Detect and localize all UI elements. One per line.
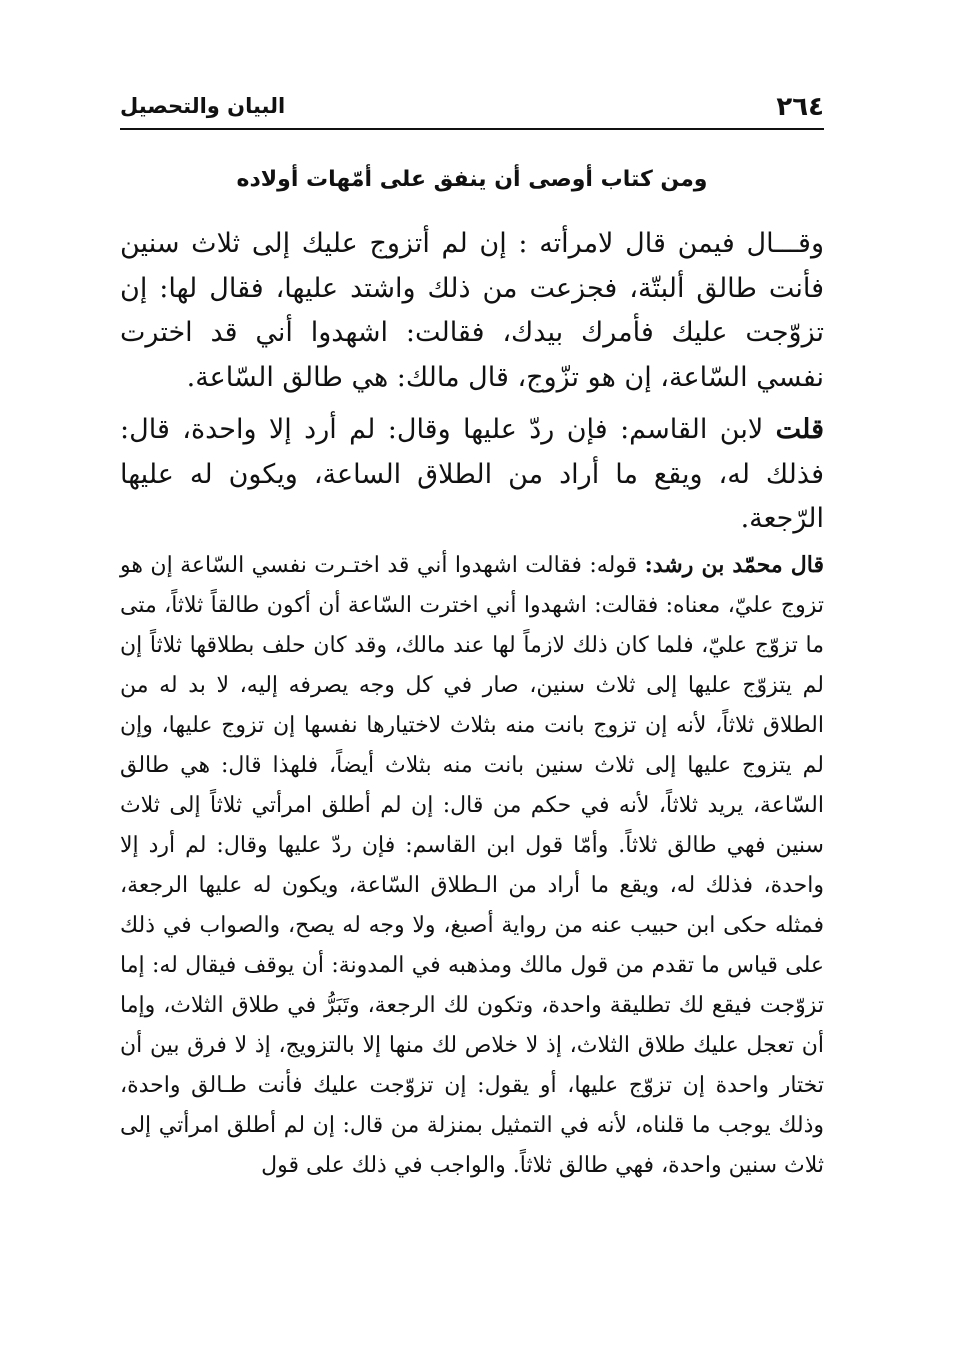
paragraph-1 (120, 222, 824, 400)
paragraph-2-lead: قلت (775, 414, 824, 445)
section-heading: ومن كتاب أوصى أن ينفق على أمّهات أولاده (236, 167, 708, 192)
paragraph-3 (120, 545, 824, 1186)
paragraph-3-lead: قال محمّد بن رشد: (644, 552, 824, 578)
paragraph-2-text: لابن القاسم: فإن ردّ عليها وقال: لم أرد إلا واحدة، قال: فذلك له، ويقع ما أراد من الطلاق الساعة، ويكون له عليها الرّجعة. (120, 414, 824, 534)
page-number: ٢٦٤ (776, 92, 824, 122)
running-header (120, 88, 824, 130)
paragraph-1-text: وقـــال فيمن قال لامرأته : إن لم أتزوج عليك إلى ثلاث سنين فأنت طالق ألبتّة، فجزعت من ذلك واشتد عليها، فقال لها: إن تزوّجت عليك فأمرك بيدك، فقالت: اشهدوا أني قد اخترت نفسي السّاعة، إن هو تزّوج، قال مالك: هي طالق السّاعة. (120, 228, 824, 393)
paragraph-3-text: قوله: فقالت اشهدوا أني قد اختـرت نفسي السّاعة إن هو تزوج عليّ، معناه: فقالت: اشهدوا أني اخترت السّاعة أن أكون طالقاً ثلاثاً، متى ما تزوّج عليّ، فلما كان ذلك لازماً لها عند مالك، وقد كان حلف بطلاقها ثلاثاً إن لم يتزوّج عليها إلى ثلاث سنين، صار في كل وجه يصرفه إليه، لا بد له من الطلاق ثلاثاً، لأنه إن تزوج بانت منه بثلاث لاختيارها نفسها إن تزوج عليها، وإن لم يتزوج عليها إلى ثلاث سنين بانت منه بثلاث أيضاً، فلهذا قال: هي طالق السّاعة، يريد ثلاثاً، لأنه في حكم من قال: إن لم أطلق امرأتي ثلاثاً إلى ثلاث سنين فهي طالق ثلاثاً. وأمّا قول ابن القاسم: فإن ردّ عليها وقال: لم أرد إلا واحدة، فذلك له، ويقع ما أراد من الـطلاق السّاعة، ويكون له عليها الرجعة، فمثله حكى ابن حبيب عنه من رواية أصبغ، ولا وجه له يصح، والصواب في ذلك على قياس ما تقدم من قول مالك ومذهبه في المدونة: أن يوقف فيقال له: إما تزوّجت فيقع لك تطليقة واحدة، وتكون لك الرجعة، وتَبَرُّ في طلاق الثلاث، وإما أن تعجل عليك طلاق الثلاث، إذ لا خلاص لك منها إلا بالتزويج، إذ لا فرق بين أن تختار واحدة إن تزوّج عليها، أو يقول: إن تزوّجت عليك فأنت طـالق واحدة، وذلك يوجب ما قلناه، لأنه في التمثيل بمنزلة من قال: إن لم أطلق امرأتي إلى ثلاث سنين واحدة، فهي طالق ثلاثاً. والواجب في ذلك على قول (120, 553, 824, 1178)
paragraph-2 (120, 408, 824, 542)
running-title: البيان والتحصيل (120, 94, 286, 118)
